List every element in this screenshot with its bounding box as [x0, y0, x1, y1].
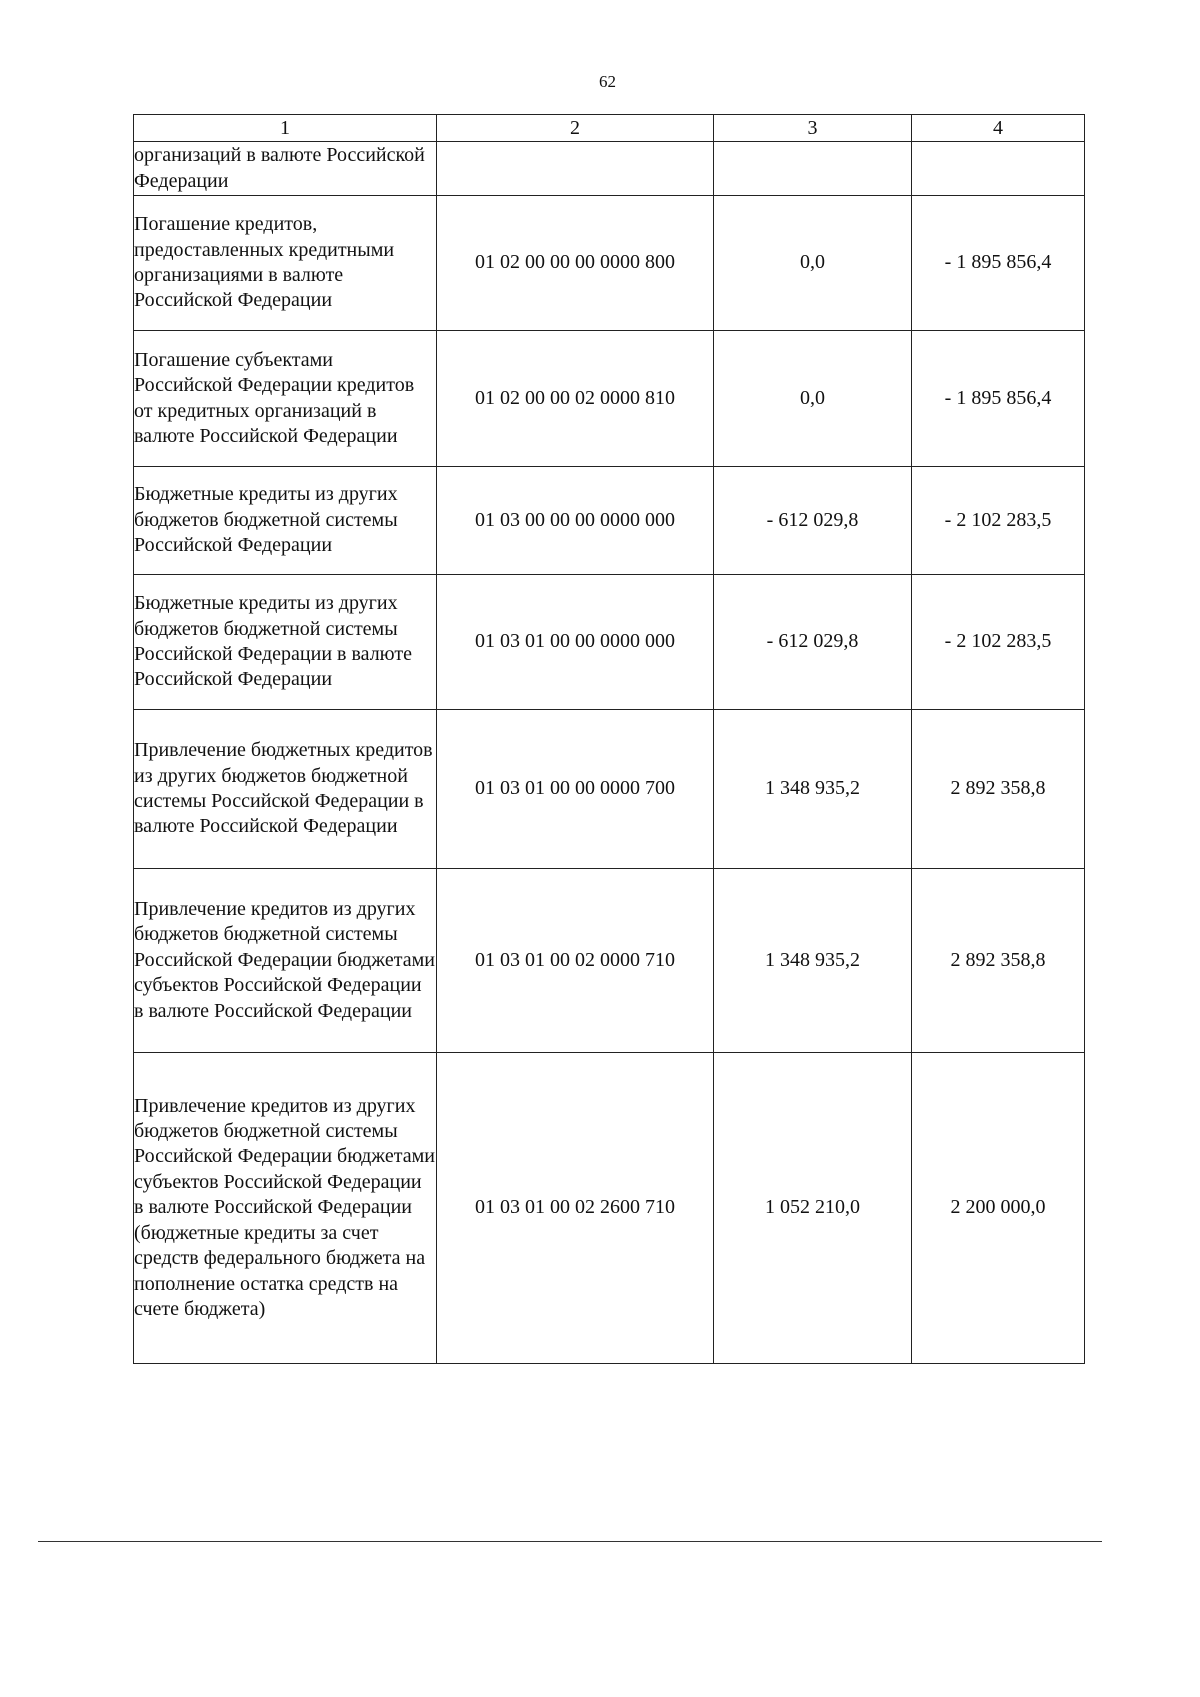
- bottom-rule: [38, 1541, 1102, 1542]
- budget-table: [133, 114, 1085, 1364]
- row-value-col4: [912, 142, 1085, 196]
- page-number: 62: [599, 72, 616, 91]
- row-code: 01 03 01 00 02 2600 710: [437, 1053, 714, 1364]
- column-header-3: 3: [714, 115, 912, 142]
- row-name: организаций в валюте Российской Федерации: [134, 142, 437, 196]
- table-row: [134, 710, 1085, 869]
- table-row: [134, 196, 1085, 331]
- row-name: Погашение субъектами Российской Федерации кредитов от кредитных организаций в валюте Российской Федерации: [134, 331, 437, 467]
- table-row: [134, 575, 1085, 710]
- row-value-col4: - 2 102 283,5: [912, 575, 1085, 710]
- row-code: 01 03 00 00 00 0000 000: [437, 467, 714, 575]
- table-row: [134, 142, 1085, 196]
- row-value-col4: 2 200 000,0: [912, 1053, 1085, 1364]
- table-header-row: [134, 115, 1085, 142]
- row-name: Привлечение кредитов из других бюджетов бюджетной системы Российской Федерации бюджетами субъектов Российской Федерации в валюте Российской Федерации (бюджетные кредиты за счет средств федерального бюджета на пополнение остатка средств на счете бюджета): [134, 1053, 437, 1364]
- row-name: Бюджетные кредиты из других бюджетов бюджетной системы Российской Федерации: [134, 467, 437, 575]
- row-name: Погашение кредитов, предоставленных кредитными организациями в валюте Российской Федерации: [134, 196, 437, 331]
- row-value-col3: 0,0: [714, 331, 912, 467]
- column-header-2: 2: [437, 115, 714, 142]
- row-value-col3: 1 348 935,2: [714, 710, 912, 869]
- table-row: [134, 1053, 1085, 1364]
- table-row: [134, 869, 1085, 1053]
- row-value-col3: - 612 029,8: [714, 575, 912, 710]
- row-value-col4: 2 892 358,8: [912, 869, 1085, 1053]
- row-code: 01 03 01 00 02 0000 710: [437, 869, 714, 1053]
- row-value-col3: 1 052 210,0: [714, 1053, 912, 1364]
- row-value-col3: 0,0: [714, 196, 912, 331]
- table-row: [134, 467, 1085, 575]
- row-value-col4: - 2 102 283,5: [912, 467, 1085, 575]
- row-value-col3: - 612 029,8: [714, 467, 912, 575]
- row-value-col3: [714, 142, 912, 196]
- row-code: [437, 142, 714, 196]
- row-name: Привлечение кредитов из других бюджетов бюджетной системы Российской Федерации бюджетами субъектов Российской Федерации в валюте Российской Федерации: [134, 869, 437, 1053]
- row-name: Бюджетные кредиты из других бюджетов бюджетной системы Российской Федерации в валюте Российской Федерации: [134, 575, 437, 710]
- row-code: 01 03 01 00 00 0000 700: [437, 710, 714, 869]
- column-header-1: 1: [134, 115, 437, 142]
- table-row: [134, 331, 1085, 467]
- row-code: 01 02 00 00 02 0000 810: [437, 331, 714, 467]
- row-value-col4: 2 892 358,8: [912, 710, 1085, 869]
- row-value-col4: - 1 895 856,4: [912, 196, 1085, 331]
- column-header-4: 4: [912, 115, 1085, 142]
- row-name: Привлечение бюджетных кредитов из других бюджетов бюджетной системы Российской Федерации в валюте Российской Федерации: [134, 710, 437, 869]
- row-value-col3: 1 348 935,2: [714, 869, 912, 1053]
- row-value-col4: - 1 895 856,4: [912, 331, 1085, 467]
- row-code: 01 03 01 00 00 0000 000: [437, 575, 714, 710]
- row-code: 01 02 00 00 00 0000 800: [437, 196, 714, 331]
